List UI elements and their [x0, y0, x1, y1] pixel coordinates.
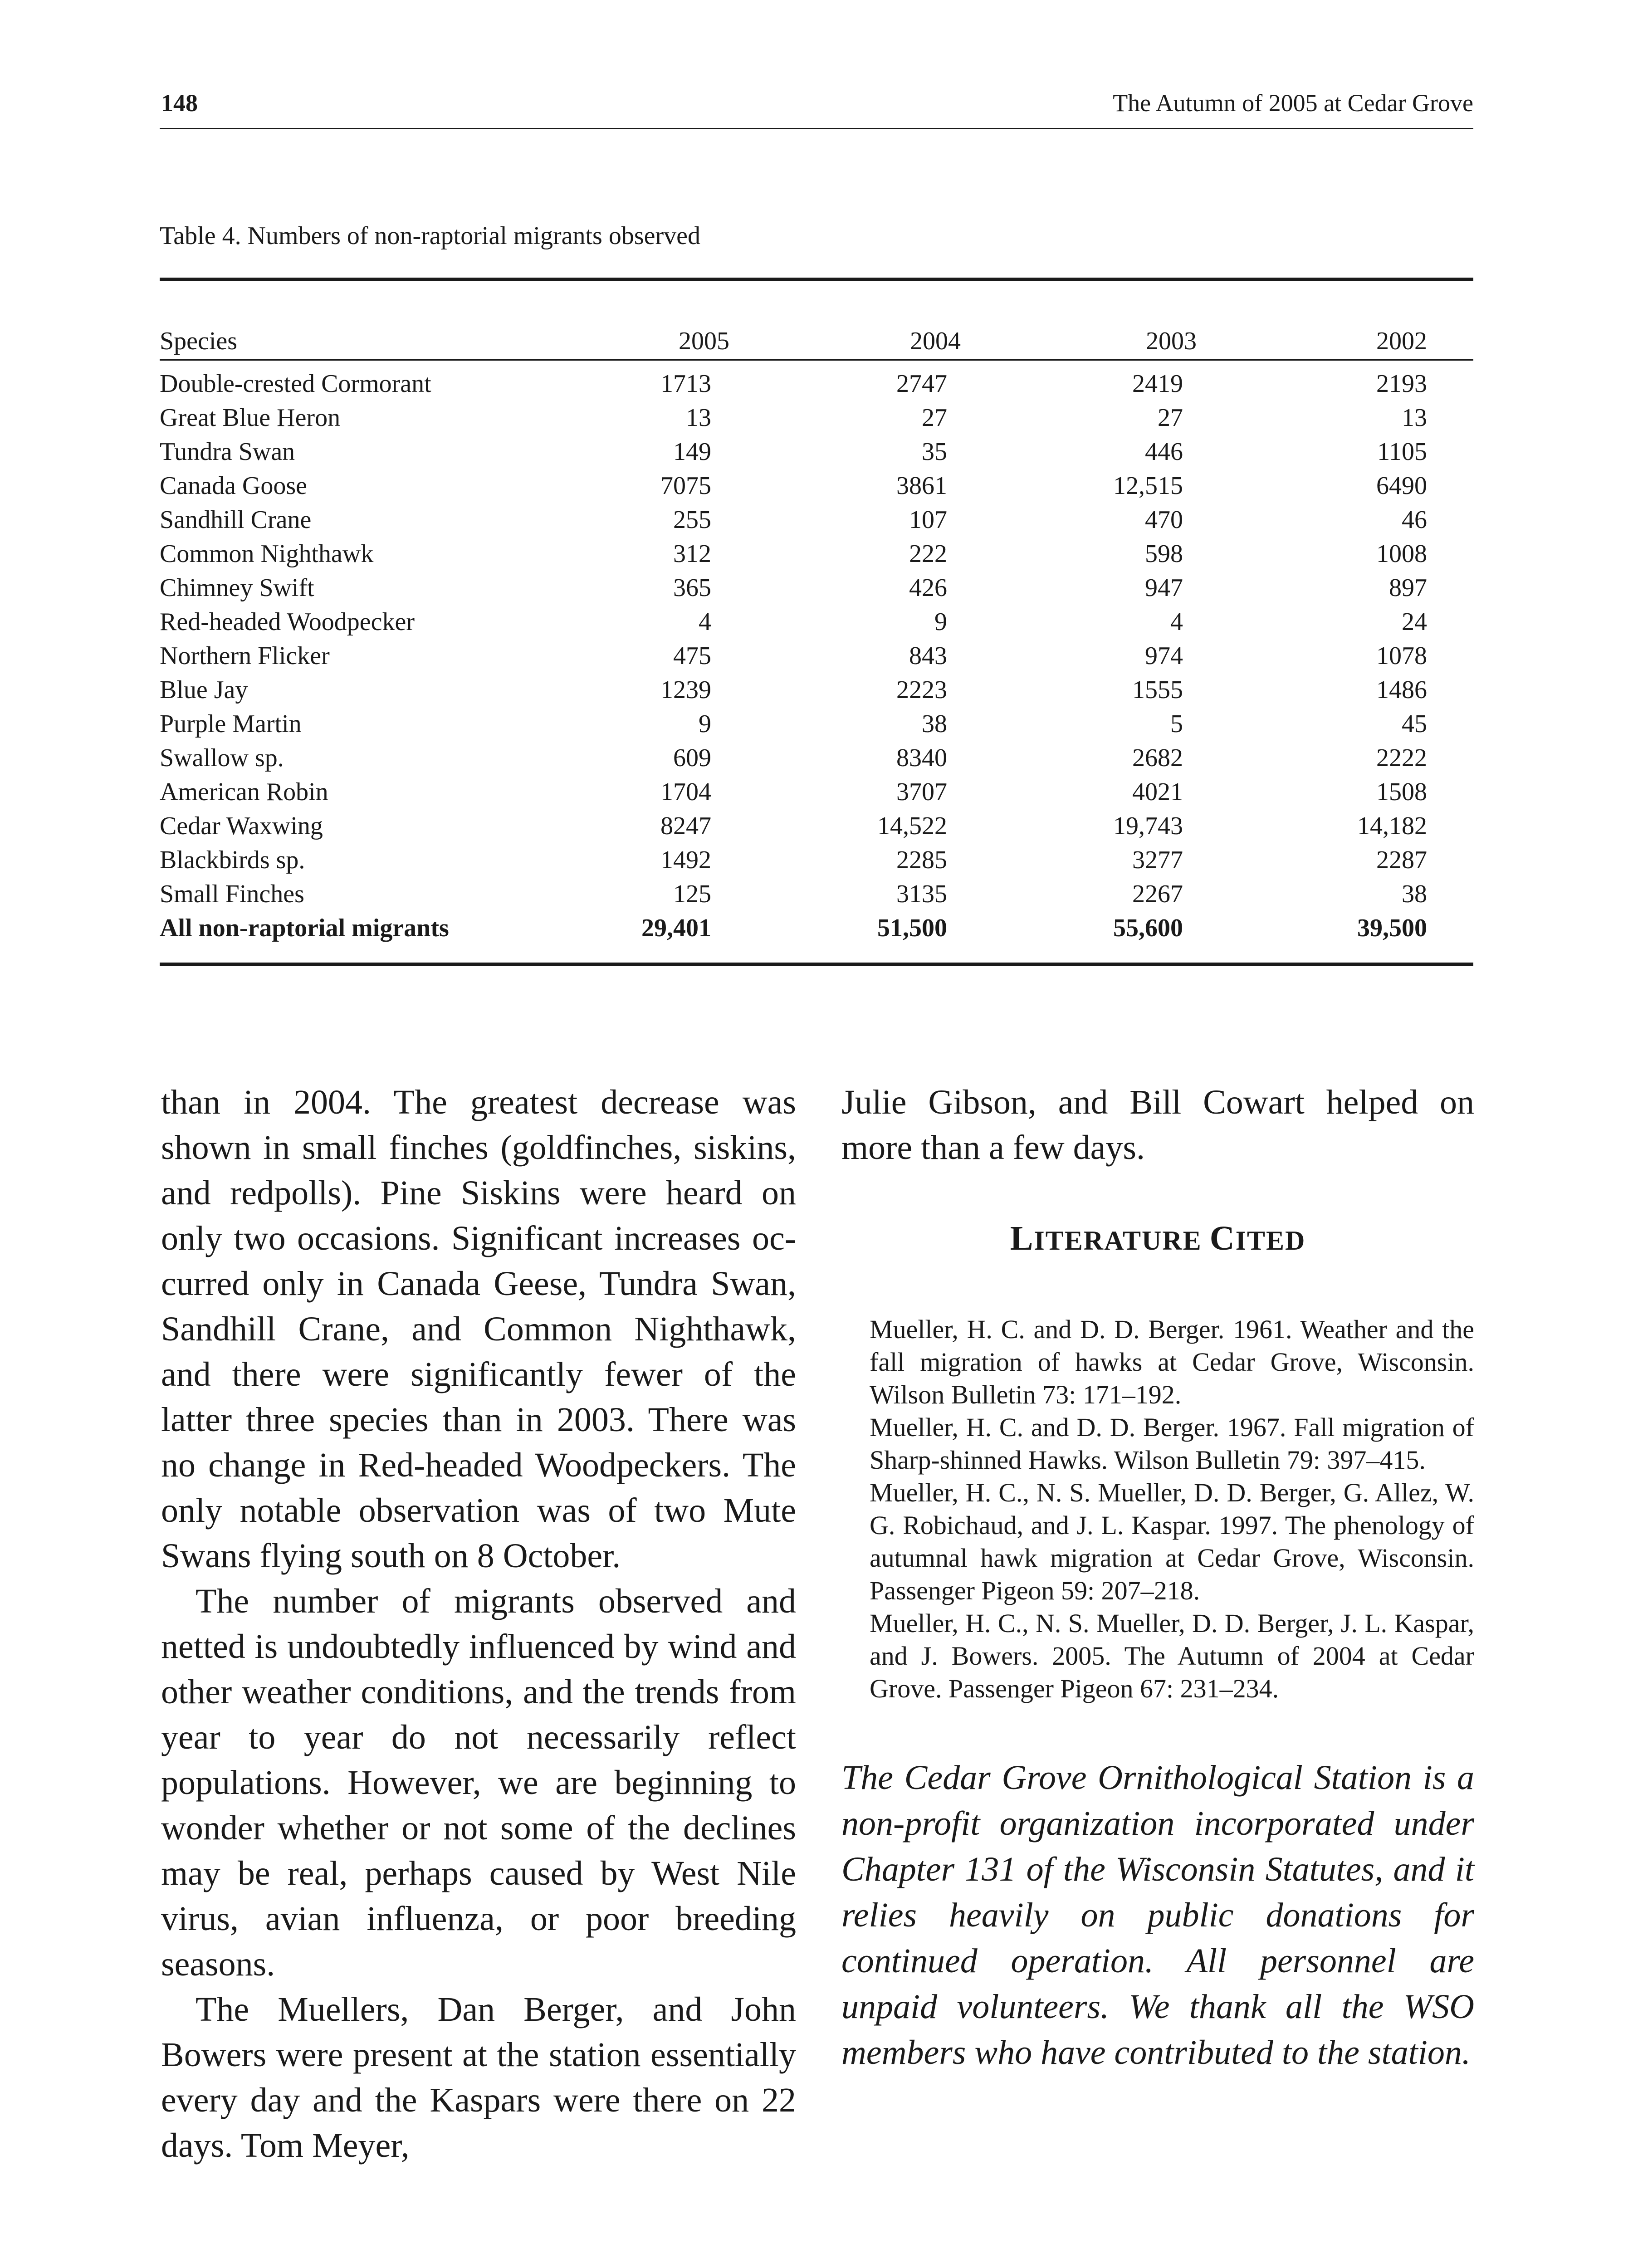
- reference-item: Mueller, H. C. and D. D. Berger. 1961. Weather and the fall migration of hawks at Cedar Grove, Wisconsin. Wilson Bulletin 73: 171–192.: [870, 1315, 1474, 1409]
- count-2003: 947: [1145, 574, 1183, 602]
- reference-item: Mueller, H. C., N. S. Mueller, D. D. Berger, G. Allez, W. G. Robichaud, and J. L. Kaspar. 1997. The phenology of autumnal hawk migration at Cedar Grove, Wisconsin. Passenger Pigeon 59: 207–218.: [870, 1478, 1474, 1605]
- count-2002: 1508: [1376, 778, 1427, 806]
- count-2005: 365: [673, 574, 711, 602]
- species-name: American Robin: [160, 778, 328, 806]
- count-2004: 35: [922, 438, 947, 466]
- table-row: [160, 435, 1473, 469]
- count-2004: 3861: [896, 472, 947, 500]
- species-name: Chimney Swift: [160, 574, 314, 602]
- count-2003: 5: [1170, 710, 1183, 738]
- count-2004: 27: [922, 404, 947, 432]
- count-2005: 1704: [660, 778, 711, 806]
- count-2005: 1713: [660, 370, 711, 398]
- species-name: Purple Martin: [160, 710, 302, 738]
- species-name: Common Nighthawk: [160, 540, 374, 568]
- count-2005: 13: [686, 404, 711, 432]
- count-2002: 13: [1402, 404, 1427, 432]
- total-label: All non-raptorial migrants: [160, 914, 449, 942]
- count-2002: 14,182: [1357, 812, 1427, 840]
- count-2002: 2287: [1376, 846, 1427, 874]
- count-2002: 38: [1402, 880, 1427, 908]
- table-row: [160, 775, 1473, 809]
- column-header-2002: 2002: [1376, 327, 1427, 355]
- total-2004: 51,500: [877, 914, 947, 942]
- table-row: [160, 503, 1473, 537]
- body-paragraph: Julie Gibson, and Bill Cowart helped on more than a few days.: [841, 1083, 1474, 1167]
- count-2003: 2682: [1132, 744, 1183, 772]
- column-header-species: Species: [160, 327, 238, 355]
- table-row: [160, 741, 1473, 775]
- column-header-2003: 2003: [1146, 327, 1197, 355]
- count-2004: 222: [909, 540, 947, 568]
- count-2005: 4: [699, 608, 711, 636]
- header-rule: [160, 128, 1473, 129]
- table-row: [160, 605, 1473, 639]
- species-name: Red-headed Woodpecker: [160, 608, 415, 636]
- count-2005: 125: [673, 880, 711, 908]
- table-row: [160, 367, 1473, 401]
- acknowledgment-note: The Cedar Grove Ornithological Station is a non-profit organization incorporated under Chapter 131 of the Wisconsin Statutes, and it relies heavily on public donations for continued operation. All personnel are unpaid volunteers. We thank all the WSO members who have contributed to the station.: [841, 1759, 1474, 2072]
- species-name: Double-crested Cormorant: [160, 370, 431, 398]
- count-2004: 38: [922, 710, 947, 738]
- reference-list: [841, 1313, 1474, 1705]
- count-2003: 4: [1170, 608, 1183, 636]
- count-2002: 897: [1389, 574, 1427, 602]
- table-rows: [160, 367, 1473, 911]
- literature-cited-heading: LITERATURE CITED: [1010, 1219, 1306, 1257]
- reference-item: Mueller, H. C. and D. D. Berger. 1967. Fall migration of Sharp-shinned Hawks. Wilson Bulletin 79: 397–415.: [870, 1413, 1474, 1475]
- count-2004: 8340: [896, 744, 947, 772]
- migrants-table: [160, 323, 1473, 966]
- table-header-row: [160, 323, 1473, 359]
- page-number: 148: [161, 89, 198, 117]
- count-2002: 1105: [1377, 438, 1427, 466]
- count-2003: 470: [1145, 506, 1183, 534]
- table-row: [160, 639, 1473, 673]
- count-2004: 3135: [896, 880, 947, 908]
- count-2003: 2267: [1132, 880, 1183, 908]
- body-paragraph: The Muellers, Dan Berger, and John Bowers were present at the station essentially every day and the Kaspars were there on 22 days. Tom Meyer,: [161, 1990, 796, 2165]
- body-paragraph: than in 2004. The greatest decrease was shown in small finches (goldfinches, siskins, and redpolls). Pine Siskins were heard on only two occasions. Significant increases occurred only in Canada Geese, Tundra Swan, Sandhill Crane, and Common Nighthawk, and there were significantly fewer of the latter three species than in 2003. There was no change in Red-headed Woodpeckers. The only notable observation was of two Mute Swans flying south on 8 October.: [161, 1083, 796, 1575]
- count-2002: 24: [1402, 608, 1427, 636]
- count-2005: 7075: [660, 472, 711, 500]
- species-name: Great Blue Heron: [160, 404, 341, 432]
- count-2005: 149: [673, 438, 711, 466]
- table-row: [160, 809, 1473, 843]
- count-2002: 6490: [1376, 472, 1427, 500]
- species-name: Northern Flicker: [160, 642, 330, 670]
- total-2003: 55,600: [1113, 914, 1183, 942]
- body-column-right: [841, 1080, 1474, 2076]
- table-top-rule: [160, 278, 1473, 281]
- table-row: [160, 843, 1473, 877]
- count-2003: 3277: [1132, 846, 1183, 874]
- reference-item: Mueller, H. C., N. S. Mueller, D. D. Berger, J. L. Kaspar, and J. Bowers. 2005. The Autumn of 2004 at Cedar Grove. Passenger Pigeon 67: 231–234.: [870, 1608, 1474, 1703]
- count-2005: 1492: [660, 846, 711, 874]
- count-2005: 609: [673, 744, 711, 772]
- table-row: [160, 673, 1473, 707]
- count-2004: 14,522: [877, 812, 947, 840]
- running-title: The Autumn of 2005 at Cedar Grove: [1113, 89, 1473, 117]
- count-2005: 312: [673, 540, 711, 568]
- table-caption: Table 4. Numbers of non-raptorial migrants observed: [160, 222, 700, 250]
- count-2002: 1078: [1376, 642, 1427, 670]
- count-2005: 1239: [660, 676, 711, 704]
- column-header-2005: 2005: [679, 327, 729, 355]
- body-column-left: [161, 1080, 796, 2168]
- species-name: Sandhill Crane: [160, 506, 312, 534]
- count-2005: 9: [699, 710, 711, 738]
- count-2003: 12,515: [1113, 472, 1183, 500]
- count-2004: 2747: [896, 370, 947, 398]
- table-header-rule: [160, 359, 1473, 361]
- count-2005: 475: [673, 642, 711, 670]
- table-total-row: [160, 911, 1473, 945]
- species-name: Canada Goose: [160, 472, 308, 500]
- count-2004: 426: [909, 574, 947, 602]
- count-2004: 843: [909, 642, 947, 670]
- table-bottom-rule: [160, 963, 1473, 966]
- count-2003: 4021: [1132, 778, 1183, 806]
- count-2004: 2285: [896, 846, 947, 874]
- species-name: Blue Jay: [160, 676, 248, 704]
- table-row: [160, 401, 1473, 435]
- total-2005: 29,401: [641, 914, 711, 942]
- table-row: [160, 707, 1473, 741]
- count-2003: 598: [1145, 540, 1183, 568]
- total-2002: 39,500: [1357, 914, 1427, 942]
- count-2005: 8247: [660, 812, 711, 840]
- count-2003: 19,743: [1113, 812, 1183, 840]
- count-2002: 46: [1402, 506, 1427, 534]
- count-2002: 2222: [1376, 744, 1427, 772]
- count-2003: 1555: [1132, 676, 1183, 704]
- species-name: Swallow sp.: [160, 744, 284, 772]
- count-2003: 446: [1145, 438, 1183, 466]
- count-2005: 255: [673, 506, 711, 534]
- count-2002: 2193: [1376, 370, 1427, 398]
- species-name: Small Finches: [160, 880, 304, 908]
- count-2004: 3707: [896, 778, 947, 806]
- count-2004: 107: [909, 506, 947, 534]
- species-name: Tundra Swan: [160, 438, 295, 466]
- count-2003: 2419: [1132, 370, 1183, 398]
- table-row: [160, 877, 1473, 911]
- table-row: [160, 469, 1473, 503]
- column-header-2004: 2004: [910, 327, 961, 355]
- count-2002: 45: [1402, 710, 1427, 738]
- species-name: Cedar Waxwing: [160, 812, 323, 840]
- table-row: [160, 537, 1473, 571]
- count-2004: 2223: [896, 676, 947, 704]
- count-2004: 9: [934, 608, 947, 636]
- body-paragraph: The number of migrants observed and netted is undoubtedly influenced by wind and other weather conditions, and the trends from year to year do not necessarily reflect populations. However, we are beginning to wonder whether or not some of the declines may be real, perhaps caused by West Nile virus, avian influenza, or poor breeding seasons.: [161, 1582, 796, 1983]
- count-2002: 1486: [1376, 676, 1427, 704]
- count-2002: 1008: [1376, 540, 1427, 568]
- species-name: Blackbirds sp.: [160, 846, 305, 874]
- count-2003: 974: [1145, 642, 1183, 670]
- count-2003: 27: [1158, 404, 1183, 432]
- table-row: [160, 571, 1473, 605]
